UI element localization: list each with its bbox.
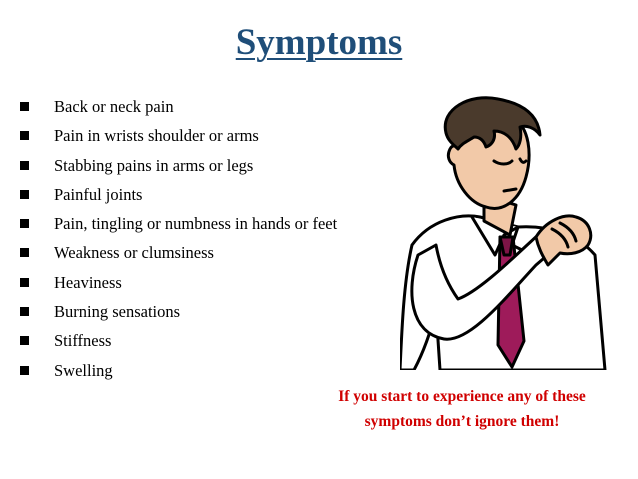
square-bullet-icon	[20, 336, 29, 345]
symptom-label: Painful joints	[54, 184, 143, 204]
symptom-label: Pain in wrists shoulder or arms	[54, 126, 259, 146]
man-with-shoulder-pain-illustration	[400, 95, 620, 370]
symptom-label: Pain, tingling or numbness in hands or feet	[54, 214, 338, 234]
symptom-item	[18, 180, 337, 209]
symptom-label: Heaviness	[54, 272, 122, 292]
symptom-item	[18, 356, 337, 385]
symptom-item	[18, 151, 337, 180]
square-bullet-icon	[20, 366, 29, 375]
square-bullet-icon	[20, 248, 29, 257]
symptom-label: Back or neck pain	[54, 97, 174, 116]
square-bullet-icon	[20, 161, 29, 170]
symptom-item	[18, 92, 337, 121]
warning-line-1: If you start to experience any of these	[338, 388, 586, 405]
square-bullet-icon	[20, 219, 29, 228]
slide-title: Symptoms	[235, 22, 403, 63]
symptom-label: Stabbing pains in arms or legs	[54, 155, 254, 175]
square-bullet-icon	[20, 307, 29, 316]
square-bullet-icon	[20, 102, 29, 111]
symptom-label: Stiffness	[54, 331, 112, 351]
square-bullet-icon	[20, 131, 29, 140]
symptom-list	[18, 92, 337, 385]
warning-line-2: symptoms don’t ignore them!	[364, 413, 560, 430]
symptom-item	[18, 326, 337, 355]
square-bullet-icon	[20, 278, 29, 287]
symptom-label: Weakness or clumsiness	[54, 243, 214, 263]
symptom-item	[18, 268, 337, 297]
symptom-item	[18, 297, 337, 326]
symptom-item	[18, 238, 337, 267]
square-bullet-icon	[20, 190, 29, 199]
warning-message	[300, 384, 624, 434]
symptom-item	[18, 209, 337, 238]
symptom-item	[18, 121, 337, 150]
symptom-label: Burning sensations	[54, 302, 181, 322]
symptom-label: Swelling	[54, 360, 113, 380]
